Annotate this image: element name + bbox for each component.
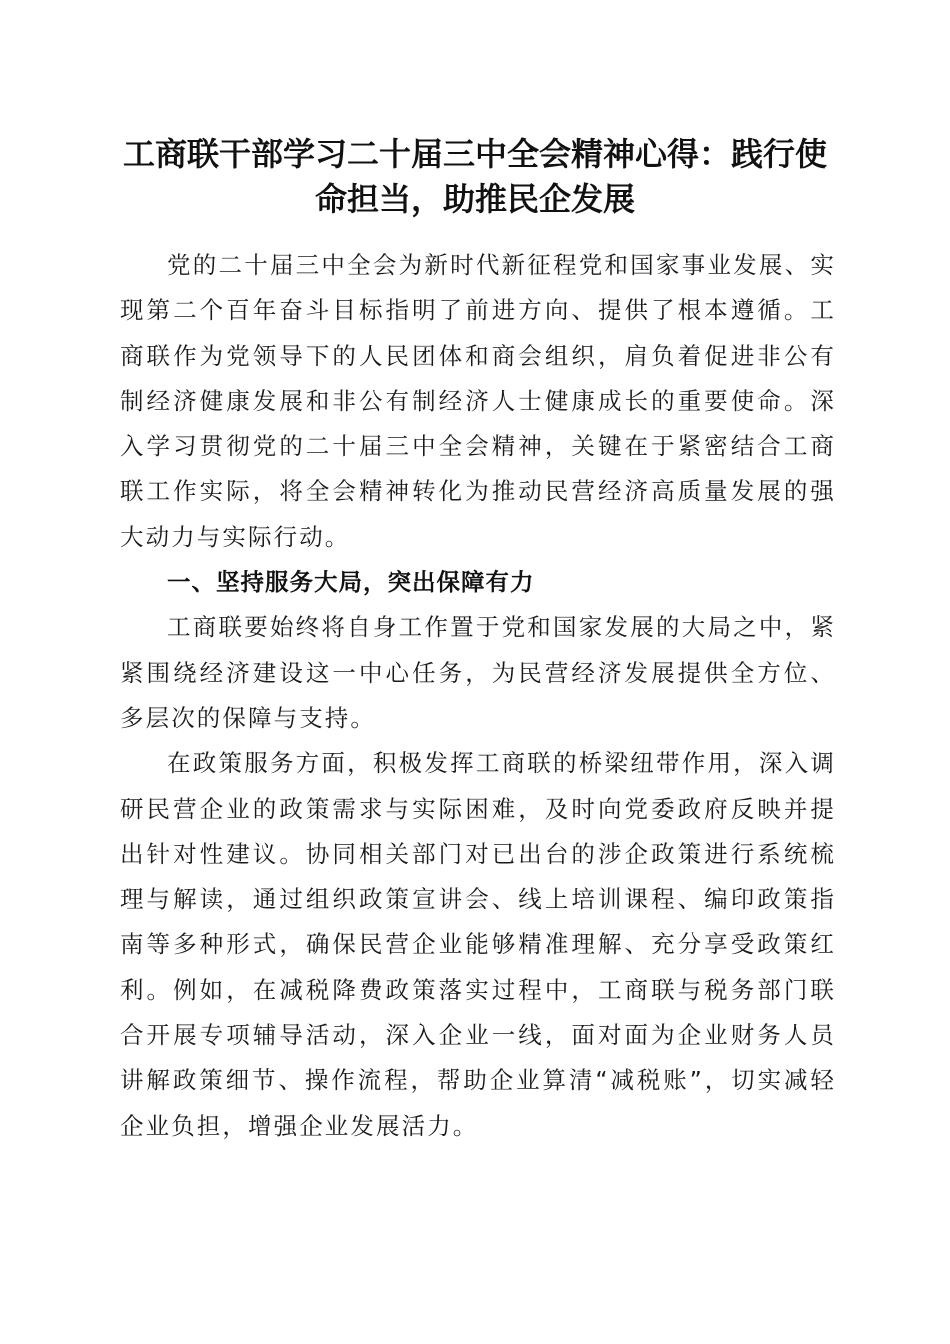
document-body: [120, 243, 836, 1149]
section-heading: 一、坚持服务大局，突出保障有力: [167, 568, 535, 597]
intro-paragraph: 党的二十届三中全会为新时代新征程党和国家事业发展、实现第二个百年奋斗目标指明了前进方向、提供了根本遵循。工商联作为党领导下的人民团体和商会组织，肩负着促进非公有制经济健康发展和非公有制经济人士健康成长的重要使命。深入学习贯彻党的二十届三中全会精神，关键在于紧密结合工商联工作实际，将全会精神转化为推动民营经济高质量发展的强大动力与实际行动。: [120, 251, 836, 551]
policy-service-paragraph: 在政策服务方面，积极发挥工商联的桥梁纽带作用，深入调研民营企业的政策需求与实际困难，及时向党委政府反映并提出针对性建议。协同相关部门对已出台的涉企政策进行系统梳理与解读，通过组织政策宣讲会、线上培训课程、编印政策指南等多种形式，确保民营企业能够精准理解、充分享受政策红利。例如，在减税降费政策落实过程中，工商联与税务部门联合开展专项辅导活动，深入企业一线，面对面为企业财务人员讲解政策细节、操作流程，帮助企业算清“减税账”，切实减轻企业负担，增强企业发展活力。: [120, 749, 836, 1140]
document-title: 工商联干部学习二十届三中全会精神心得：践行使命担当，助推民企发展: [122, 135, 827, 218]
section-paragraph: 工商联要始终将自身工作置于党和国家发展的大局之中，紧紧围绕经济建设这一中心任务，为民营经济发展提供全方位、多层次的保障与支持。: [120, 613, 836, 732]
